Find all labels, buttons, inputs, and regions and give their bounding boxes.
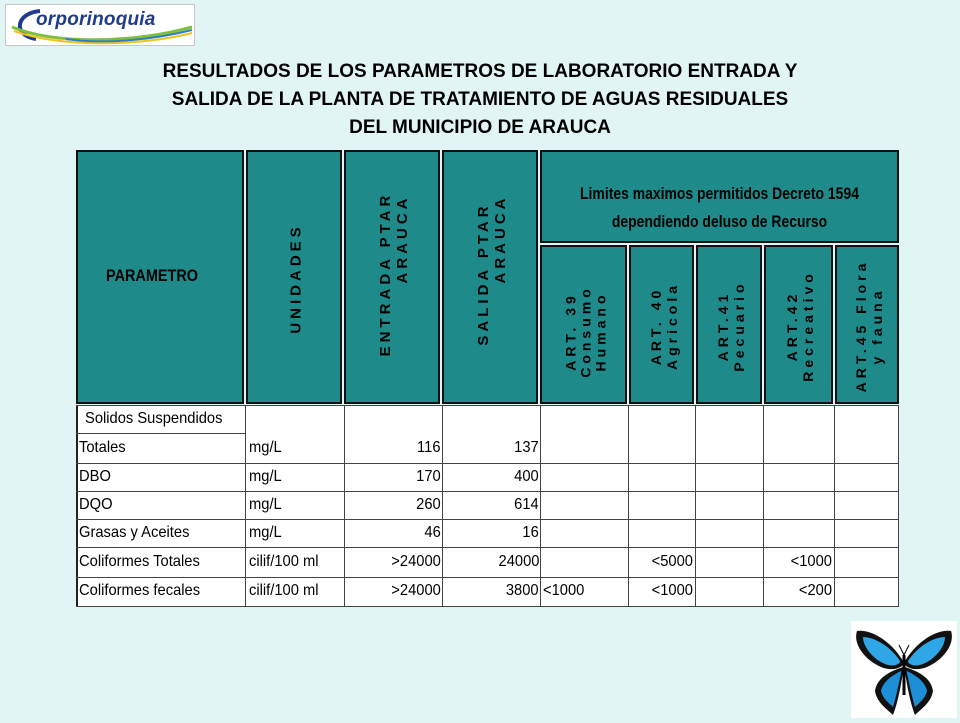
header-salida-line-1: SALIDA PTAR <box>475 202 492 346</box>
header-art41-line-2: Pecuario <box>731 280 747 372</box>
table-cell-art40: <1000 <box>651 582 693 599</box>
table-cell-salida: 137 <box>514 439 539 456</box>
table-cell-entrada: 170 <box>416 468 441 485</box>
row-divider <box>76 519 899 520</box>
table-cell-unit: mg/L <box>249 496 282 513</box>
header-art39 <box>540 245 627 404</box>
table-cell-entrada: >24000 <box>391 553 441 570</box>
table-cell-unit: mg/L <box>249 439 282 456</box>
table-cell-salida: 24000 <box>498 553 539 570</box>
results-table-body <box>76 405 899 607</box>
header-art45-line-1: ART.45 Flora <box>853 259 869 393</box>
header-art42-line-1: ART.42 <box>784 290 800 362</box>
row-divider <box>76 547 899 548</box>
header-art39-line-3: Humano <box>592 291 609 372</box>
table-cell-unit: mg/L <box>249 468 282 485</box>
corporinoquia-logo <box>5 4 195 46</box>
page-title <box>0 58 960 142</box>
header-art40-label <box>648 245 680 404</box>
header-art45-line-2: y fauna <box>869 287 885 365</box>
table-cell-art40: <5000 <box>651 553 693 570</box>
header-art45-label <box>853 245 885 404</box>
table-cell-param: Grasas y Aceites <box>79 524 190 541</box>
header-salida <box>442 150 538 404</box>
table-cell-entrada: 260 <box>416 496 441 513</box>
row-divider <box>76 463 899 464</box>
header-art41 <box>696 245 762 404</box>
table-cell-salida: 16 <box>522 524 539 541</box>
title-line-2: SALIDA DE LA PLANTA DE TRATAMIENTO DE AGUAS RESIDUALES <box>171 89 789 110</box>
table-cell-unit: cilif/100 ml <box>249 582 319 599</box>
header-art39-line-1: ART. 39 <box>562 292 579 371</box>
row-divider <box>76 577 899 578</box>
header-art45 <box>835 245 899 404</box>
header-entrada-line-1: ENTRADA PTAR <box>377 191 394 357</box>
header-parametro <box>76 150 244 404</box>
row-divider <box>76 606 899 607</box>
butterfly-icon <box>851 621 957 718</box>
butterfly-image <box>851 621 957 718</box>
row-divider <box>76 433 246 434</box>
table-cell-entrada: 46 <box>424 524 441 541</box>
header-entrada-line-2: ARAUCA <box>394 194 411 284</box>
table-cell-salida: 3800 <box>506 582 539 599</box>
header-salida-label <box>475 154 509 394</box>
header-unidades <box>246 150 342 404</box>
header-limits <box>540 150 899 243</box>
header-art41-label <box>715 245 747 404</box>
title-line-3: DEL MUNICIPIO DE ARAUCA <box>349 117 611 138</box>
table-cell-entrada: >24000 <box>391 582 441 599</box>
header-art42 <box>764 245 833 404</box>
header-art42-line-2: Recreativo <box>800 270 816 382</box>
table-cell-salida: 614 <box>514 496 539 513</box>
header-art40-line-2: Agricola <box>664 282 680 371</box>
table-cell-param: Solidos Suspendidos <box>85 410 223 427</box>
row-divider <box>76 491 899 492</box>
header-art39-line-2: Consumo <box>577 285 594 378</box>
table-cell-art39: <1000 <box>543 582 585 599</box>
header-entrada <box>344 150 440 404</box>
table-cell-unit: mg/L <box>249 524 282 541</box>
header-art41-line-1: ART.41 <box>715 290 731 362</box>
table-cell-unit: cilif/100 ml <box>249 553 319 570</box>
table-cell-salida: 400 <box>514 468 539 485</box>
table-cell-param: DQO <box>79 496 113 513</box>
table-cell-param: Coliformes fecales <box>79 582 201 599</box>
table-cell-param: Coliformes Totales <box>79 553 200 570</box>
header-art42-label <box>784 245 816 404</box>
table-cell-param: Totales <box>79 439 126 456</box>
header-limits-line-1: Limites maximos permitidos Decreto 1594 <box>580 184 859 203</box>
header-art40-line-1: ART. 40 <box>648 286 664 366</box>
header-entrada-label <box>377 154 411 394</box>
title-line-1: RESULTADOS DE LOS PARAMETROS DE LABORATORIO ENTRADA Y <box>162 61 798 82</box>
header-parametro-label: PARAMETRO <box>106 266 199 285</box>
table-cell-art42: <1000 <box>790 553 832 570</box>
logo-text: orporinoquia <box>36 9 156 30</box>
row-divider <box>76 405 899 406</box>
header-unidades-label: UNIDADES <box>287 223 305 334</box>
table-cell-art42: <200 <box>798 582 832 599</box>
header-limits-label <box>574 180 865 236</box>
header-art39-label <box>564 247 609 405</box>
header-limits-line-2: dependiendo deluso de Recurso <box>611 212 828 231</box>
header-salida-line-2: ARAUCA <box>492 194 509 284</box>
table-cell-param: DBO <box>79 468 111 485</box>
table-cell-entrada: 116 <box>417 439 441 456</box>
header-art40 <box>629 245 694 404</box>
